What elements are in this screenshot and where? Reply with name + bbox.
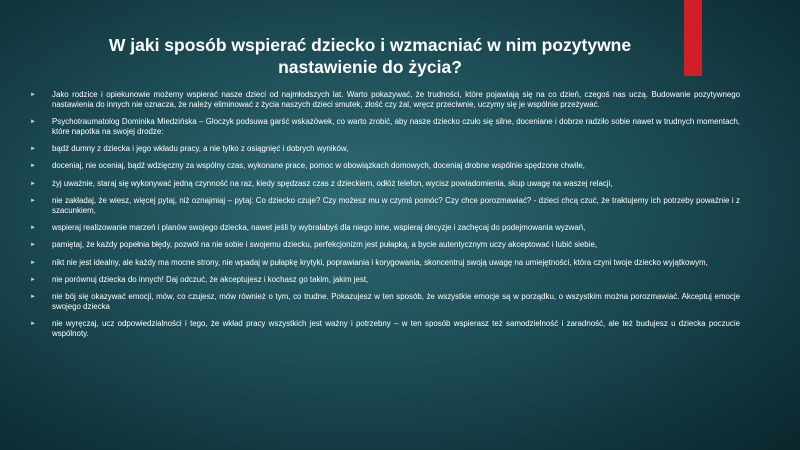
bullet-arrow-icon: ►: [30, 259, 36, 266]
bullet-text: nie bój się okazywać emocji, mów, co czujesz, mów również o tym, co trudne. Pokazujesz w ten sposób, że wszystkie emocje są w porządku, o wszystkim można porozmawiać. Akceptuj emocje swojego dziecka: [52, 292, 740, 312]
bullet-item: [30, 144, 740, 154]
bullet-text: Psychotraumatolog Dominika Miedzińska – Gloczyk podsuwa garść wskazówek, co warto zrobić, aby nasze dziecko czuło się silne, doceniane i dobrze radziło sobie nawet w trudnych momentach, które napotka na swojej drodze:: [52, 117, 740, 136]
bullet-item: [30, 240, 740, 250]
bullet-arrow-icon: ►: [30, 180, 36, 187]
bullet-item: [30, 275, 740, 285]
bullet-arrow-icon: ►: [30, 146, 36, 153]
bullet-arrow-icon: ►: [30, 198, 36, 205]
slide-title: [60, 34, 680, 78]
slide-title-line-1: W jaki sposób wspierać dziecko i wzmacniać w nim pozytywne: [108, 35, 632, 55]
bullet-text: Jako rodzice i opiekunowie możemy wspierać nasze dzieci od najmłodszych lat. Warto pokazywać, że trudności, które pojawiają się na co dzień, czegoś nas uczą. Budowanie pozytywnego nastawienia do innych nie oznacza, że należy eliminować z życia naszych dzieci smutek, złość czy żal, wręcz przeciwnie, uczymy się je wspólnie przeżywać.: [52, 90, 740, 109]
bullet-text: nie zakładaj, że wiesz, więcej pytaj, niż oznajmiaj – pytaj: Co dziecko czuje? Czy możesz mu w czymś pomóc? Czy chce porozmawiać? - dzieci chcą czuć, że traktujemy ich potrzeby poważnie i z szacunkiem,: [52, 196, 740, 215]
bullet-arrow-icon: ►: [30, 277, 36, 284]
bullet-arrow-icon: ►: [30, 321, 36, 328]
bullet-item: [30, 196, 740, 216]
bullet-arrow-icon: ►: [30, 92, 36, 98]
bullet-arrow-icon: ►: [30, 294, 36, 301]
bullet-item: [30, 258, 740, 268]
bullet-arrow-icon: ►: [30, 242, 36, 249]
bullet-item: [30, 292, 740, 312]
bullet-arrow-icon: ►: [30, 225, 36, 232]
bullet-arrow-icon: ►: [30, 119, 36, 126]
bullet-item: [30, 90, 740, 110]
bullet-item: [30, 179, 740, 189]
bullet-item: [30, 319, 740, 339]
red-accent-bar: [684, 0, 702, 76]
bullet-text: żyj uważnie, staraj się wykonywać jedną czynność na raz, kiedy spędzasz czas z dzieckiem, odłóż telefon, wycisz powiadomienia, skup uwagę na waszej relacji,: [52, 178, 613, 188]
bullet-text: pamiętaj, że każdy popełnia błędy, pozwól na nie sobie i swojemu dziecku, perfekcjonizm jest pułapką, a bycie autentycznym uczy akceptować i lubić siebie,: [52, 240, 598, 250]
bullet-item: [30, 161, 740, 171]
bullet-text: wspieraj realizowanie marzeń i planów swojego dziecka, nawet jeśli ty wybrałabyś dla niego inne, wspieraj decyzje i zachęcaj do podejmowania wyzwań,: [52, 223, 586, 233]
bullet-list: [30, 90, 740, 347]
bullet-arrow-icon: ►: [30, 163, 36, 170]
bullet-text: nikt nie jest idealny, ale każdy ma mocne strony, nie wpadaj w pułapkę krytyki, poprawiania i korygowania, skoncentruj swoją uwagę na umiejętności, która czyni twoje dziecko wyjątkowym,: [52, 257, 708, 267]
bullet-item: [30, 223, 740, 233]
bullet-text: bądź dumny z dziecka i jego wkładu pracy, a nie tylko z osiągnięć i dobrych wyników,: [52, 144, 349, 154]
bullet-text: doceniaj, nie oceniaj, bądź wdzięczny za wspólny czas, wykonane prace, pomoc w obowiązkach domowych, doceniaj drobne wspólnie spędzone chwile,: [52, 161, 585, 171]
bullet-item: [30, 117, 740, 137]
slide-title-line-2: nastawienie do życia?: [278, 57, 462, 77]
bullet-text: nie wyręczaj, ucz odpowiedzialności i tego, że wkład pracy wszystkich jest ważny i potrzebny – w ten sposób wspierasz też samodzielność i zaradność, ale też budujesz u dziecka poczucie wspólnoty.: [52, 319, 740, 339]
bullet-text: nie porównuj dziecka do innych! Daj odczuć, że akceptujesz i kochasz go takim, jakim jest,: [52, 275, 369, 285]
